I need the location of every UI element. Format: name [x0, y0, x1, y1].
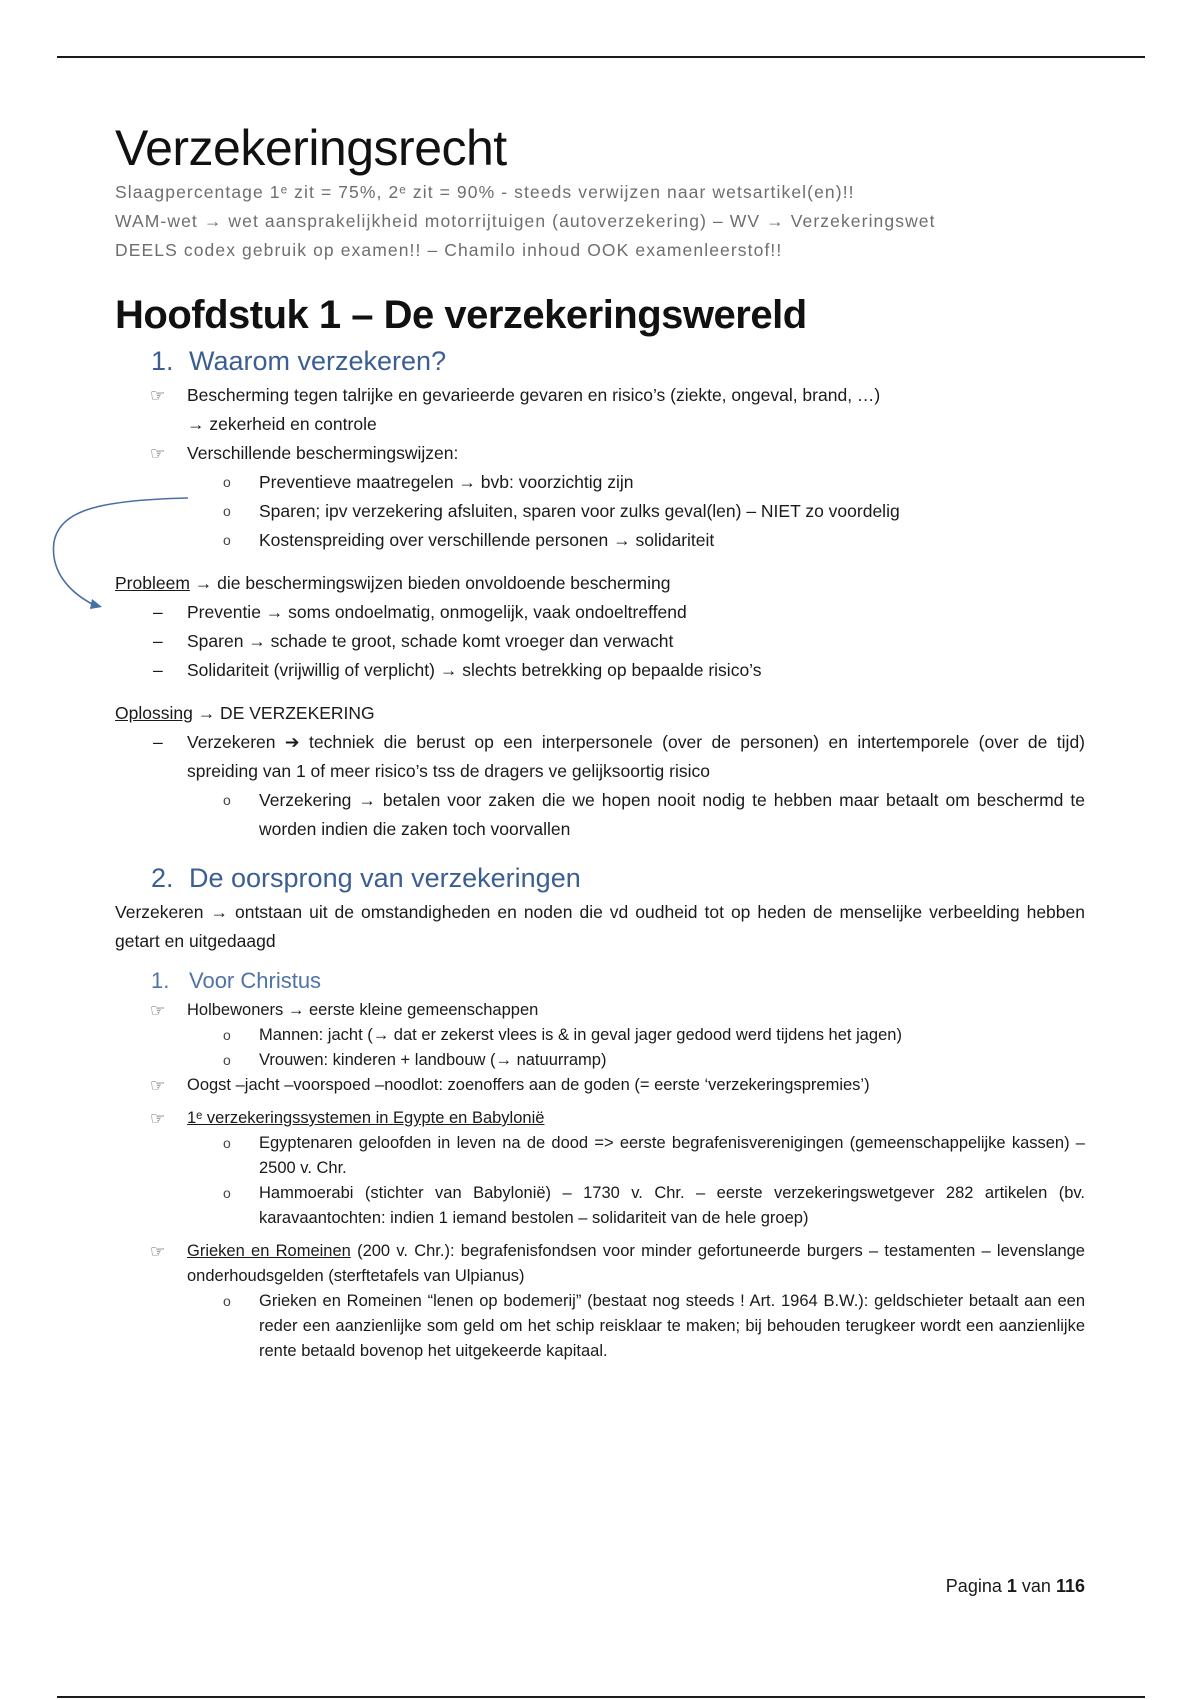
- circle-bullet-icon: o: [223, 1027, 231, 1043]
- dash-item: [115, 598, 1085, 627]
- subtitle-line-3: DEELS codex gebruik op examen!! – Chamilo inhoud OOK examenleerstof!!: [115, 240, 783, 260]
- hand-point-icon: ☞: [150, 386, 166, 405]
- list-item-continuation: [115, 410, 1085, 439]
- subsection-heading: [151, 964, 1085, 998]
- dash-icon: –: [153, 602, 163, 622]
- sub-list-item: [115, 526, 1085, 555]
- circle-bullet-icon: o: [223, 792, 231, 808]
- section-2-intro: Verzekeren → ontstaan uit de omstandigheden en noden die vd oudheid tot op heden de menselijke verbeelding hebben getart en uitgedaagd: [115, 902, 1085, 951]
- section-1-number: 1.: [151, 346, 174, 376]
- footer-total-pages: 116: [1055, 1576, 1085, 1596]
- hand-point-icon: ☞: [150, 1076, 166, 1095]
- list-item-text: Holbewoners → eerste kleine gemeenschappen: [187, 1001, 539, 1019]
- probleem-line: [115, 569, 1085, 598]
- footer-rule: [57, 1696, 1145, 1698]
- page-footer: [946, 1576, 1085, 1597]
- hand-point-icon: ☞: [150, 1001, 166, 1020]
- oplossing-text: → DE VERZEKERING: [192, 703, 375, 723]
- circle-bullet-icon: o: [223, 503, 231, 519]
- hand-point-icon: ☞: [150, 1242, 166, 1261]
- sub-list-item: [115, 468, 1085, 497]
- list-item-text: Preventieve maatregelen → bvb: voorzichtig zijn: [259, 472, 634, 492]
- list-item-text: Sparen; ipv verzekering afsluiten, sparen voor zulks geval(len) – NIET zo voordelig: [259, 501, 900, 521]
- list-item: [115, 1073, 1085, 1098]
- subtitle-line-2: WAM-wet → wet aansprakelijkheid motorrijtuigen (autoverzekering) – WV → Verzekeringswet: [115, 211, 936, 231]
- list-item: [115, 1106, 1085, 1131]
- section-1-heading: [151, 341, 1085, 381]
- hand-point-icon: ☞: [150, 444, 166, 463]
- sub-list-item: [115, 1181, 1085, 1231]
- list-item-text: Verschillende beschermingswijzen:: [187, 443, 459, 463]
- dash-icon: –: [153, 631, 163, 651]
- list-item: [115, 1239, 1085, 1289]
- chapter-title: Hoofdstuk 1 – De verzekeringswereld: [115, 293, 807, 337]
- dash-icon: –: [153, 732, 163, 752]
- doc-title: Verzekeringsrecht: [115, 120, 507, 176]
- section-2-heading: [151, 858, 1085, 898]
- probleem-text: → die beschermingswijzen bieden onvoldoende bescherming: [189, 573, 671, 593]
- circle-bullet-icon: o: [223, 532, 231, 548]
- oplossing-label: Oplossing: [115, 703, 193, 723]
- hand-point-icon: ☞: [150, 1109, 166, 1128]
- probleem-label: Probleem: [115, 573, 190, 593]
- sub-list-item: [115, 1131, 1085, 1181]
- list-item-text: Egyptenaren geloofden in leven na de dood => eerste begrafenisverenigingen (gemeenschappelijke kassen) – 2500 v. Chr.: [259, 1134, 1085, 1177]
- section-2-number: 2.: [151, 863, 174, 893]
- footer-prefix: Pagina: [945, 1576, 1002, 1596]
- footer-mid: van: [1021, 1576, 1051, 1596]
- sub-list-item: [115, 497, 1085, 526]
- list-item-text: → zekerheid en controle: [187, 414, 377, 434]
- list-item: [115, 998, 1085, 1023]
- list-item: [115, 381, 1085, 410]
- list-item-text: 1ᵉ verzekeringssystemen in Egypte en Babylonië: [187, 1109, 545, 1127]
- list-item-text: (200 v. Chr.): begrafenisfondsen voor minder gefortuneerde burgers – testamenten – levenslange onderhoudsgelden (sterftetafels van Ulpianus): [187, 1242, 1085, 1285]
- footer-page-number: 1: [1006, 1576, 1017, 1596]
- list-item-text: Kostenspreiding over verschillende personen → solidariteit: [259, 530, 715, 550]
- subsection-number: 1.: [151, 968, 170, 993]
- list-item-label: Grieken en Romeinen: [187, 1242, 351, 1260]
- circle-bullet-icon: o: [223, 1135, 231, 1151]
- list-item-text: Bescherming tegen talrijke en gevarieerde gevaren en risico’s (ziekte, ongeval, brand, …): [187, 385, 881, 405]
- sub-list-item: [115, 786, 1085, 844]
- dash-icon: –: [153, 660, 163, 680]
- section-1-title: Waarom verzekeren?: [189, 346, 447, 376]
- dash-item: [115, 627, 1085, 656]
- list-item-text: Sparen → schade te groot, schade komt vroeger dan verwacht: [187, 631, 674, 651]
- list-item-text: Hammoerabi (stichter van Babylonië) – 1730 v. Chr. – eerste verzekeringswetgever 282 artikelen (bv. karavaantochten: indien 1 iemand bestolen – solidariteit van de hele groep): [259, 1184, 1085, 1227]
- circle-bullet-icon: o: [223, 1185, 231, 1201]
- header-rule: [57, 56, 1145, 58]
- subsection-title: Voor Christus: [189, 968, 322, 993]
- list-item-text: Mannen: jacht (→ dat er zekerst vlees is & in geval jager gedood werd tijdens het jagen): [259, 1026, 902, 1044]
- circle-bullet-icon: o: [223, 1052, 231, 1068]
- circle-bullet-icon: o: [223, 474, 231, 490]
- subtitle-line-1: Slaagpercentage 1ᵉ zit = 75%, 2ᵉ zit = 90% - steeds verwijzen naar wetsartikel(en)!!: [115, 182, 855, 202]
- list-item: [115, 439, 1085, 468]
- list-item-text: Verzekering → betalen voor zaken die we hopen nooit nodig te hebben maar betaalt om beschermd te worden indien die zaken toch voorvallen: [259, 790, 1085, 839]
- oplossing-line: [115, 699, 1085, 728]
- list-item-text: Vrouwen: kinderen + landbouw (→ natuurramp): [259, 1051, 607, 1069]
- list-item-text: Preventie → soms ondoelmatig, onmogelijk, vaak ondoeltreffend: [187, 602, 687, 622]
- page-content: [115, 118, 1085, 1364]
- list-item-text: Verzekeren ➔ techniek die berust op een interpersonele (over de personen) en intertemporele (over de tijd) spreiding van 1 of meer risico’s tss de dragers ve gelijksoortig risico: [187, 732, 1085, 781]
- dash-item: [115, 656, 1085, 685]
- list-item-text: Grieken en Romeinen “lenen op bodemerij” (bestaat nog steeds ! Art. 1964 B.W.): geldschieter betaalt aan een reder een aanzienlijke som geld om het schip reisklaar te maken; bij behouden terugkeer wordt een aanzienlijke rente betaald bovenop het uitgekeerde kapitaal.: [259, 1292, 1085, 1360]
- sub-list-item: [115, 1289, 1085, 1364]
- sub-list-item: [115, 1048, 1085, 1073]
- sub-list-item: [115, 1023, 1085, 1048]
- list-item-text: Oogst –jacht –voorspoed –noodlot: zoenoffers aan de goden (= eerste ‘verzekeringspremies’): [187, 1076, 870, 1094]
- section-2-title: De oorsprong van verzekeringen: [189, 863, 581, 893]
- list-item-text: Solidariteit (vrijwillig of verplicht) → slechts betrekking op bepaalde risico’s: [187, 660, 762, 680]
- dash-item: [115, 728, 1085, 786]
- circle-bullet-icon: o: [223, 1293, 231, 1309]
